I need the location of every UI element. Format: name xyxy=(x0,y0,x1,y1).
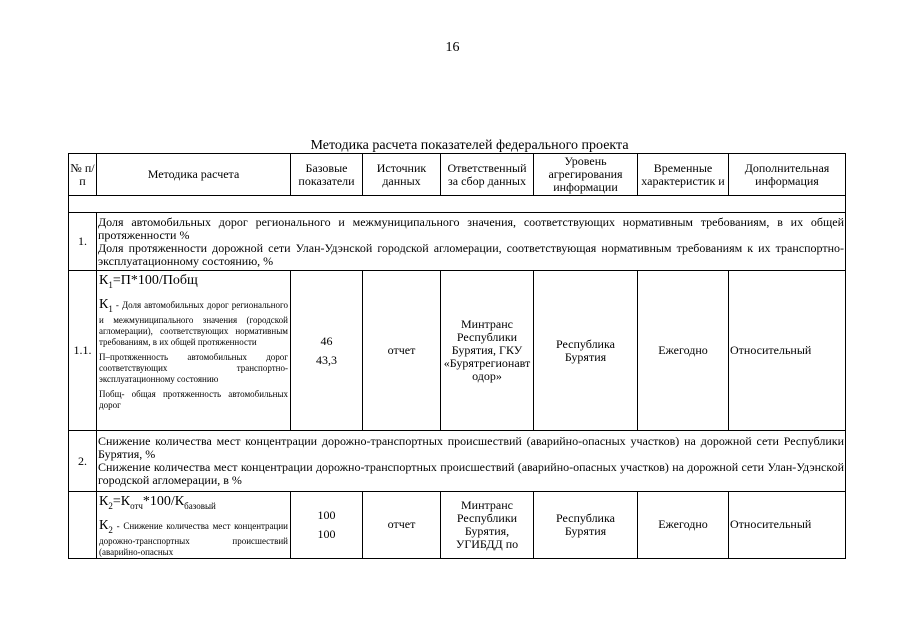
methodology-table xyxy=(68,153,846,559)
formula xyxy=(99,493,288,515)
definition-symbol: К xyxy=(99,296,109,312)
page-number: 16 xyxy=(445,40,460,55)
indicator-description xyxy=(97,213,846,271)
base-value: 100 xyxy=(317,507,336,522)
formula-expression: =П*100/Побщ xyxy=(112,273,198,288)
definition-text: - Доля автомобильных дорог регионального и межмуниципального значения (городской агломерации), соответствующих нормативным требованиям, в их общей протяженности xyxy=(99,299,288,347)
indicator-text: Доля протяженности дорожной сети Улан-Удэнской городской агломерации, соответствующая нормативным требованиям к их транспортно-эксплуатационному состоянию, % xyxy=(98,240,844,268)
aggregation-level: Республика Бурятия xyxy=(534,492,638,559)
table-row xyxy=(69,213,846,271)
formula-subscript: 2 xyxy=(108,500,113,511)
header-source: Источник данных xyxy=(363,154,441,196)
definition: Побщ- общая протяженность автомобильных дорог xyxy=(99,388,288,410)
formula-expression: =К xyxy=(112,494,131,509)
base-value: 46 xyxy=(320,333,333,348)
data-source: отчет xyxy=(363,492,441,559)
row-num: 2. xyxy=(69,431,97,492)
table-row xyxy=(69,271,846,431)
formula-expression: *100/К xyxy=(142,494,185,509)
base-values xyxy=(291,271,363,431)
header-row xyxy=(69,154,846,196)
time-characteristic: Ежегодно xyxy=(638,492,729,559)
formula-subscript: базовый xyxy=(184,500,216,511)
indicator-text: Снижение количества мест концентрации дорожно-транспортных происшествий (аварийно-опасных участков) на дорожной сети Республики Бурятия, % xyxy=(98,434,844,461)
row-num xyxy=(69,492,97,559)
spacer-row xyxy=(69,196,846,213)
base-value: 43,3 xyxy=(316,352,337,367)
responsible-party: Минтранс Республики Бурятия, УГИБДД по xyxy=(441,492,534,559)
time-characteristic: Ежегодно xyxy=(638,271,729,431)
formula-subscript: отч xyxy=(130,500,143,511)
header-extra: Дополнительная информация xyxy=(729,154,846,196)
definition xyxy=(99,517,288,558)
document-title: Методика расчета показателей федерального проекта xyxy=(310,138,629,153)
formula-cell xyxy=(97,271,291,431)
base-value: 100 xyxy=(317,526,336,541)
indicator-text: Снижение количества мест концентрации дорожно-транспортных происшествий (аварийно-опасных участков) на дорожной сети Улан-Удэнской городской агломерации, в % xyxy=(98,460,844,487)
header-responsible: Ответственный за сбор данных xyxy=(441,154,534,196)
definition-subscript: 2 xyxy=(108,524,113,535)
additional-info: Относительный xyxy=(729,271,846,431)
formula-symbol: К xyxy=(99,494,109,509)
formula-subscript: 1 xyxy=(108,279,113,290)
definition-subscript: 1 xyxy=(108,303,113,314)
definition-symbol: К xyxy=(99,517,109,533)
formula-cell xyxy=(97,492,291,559)
row-num: 1. xyxy=(69,213,97,271)
definition-text: - Снижение количества мест концентрации дорожно-транспортных происшествий (аварийно-опасных xyxy=(99,520,288,557)
indicator-text: Доля автомобильных дорог регионального и межмуниципального значения, соответствующих нормативным требованиям, в их общей протяженности % xyxy=(98,214,844,242)
data-source: отчет xyxy=(363,271,441,431)
definition xyxy=(99,296,288,348)
additional-info: Относительный xyxy=(729,492,846,559)
indicator-description xyxy=(97,431,846,492)
row-num: 1.1. xyxy=(69,271,97,431)
header-num: № п/п xyxy=(69,154,97,196)
formula xyxy=(99,272,288,294)
table-row xyxy=(69,431,846,492)
responsible-party: Минтранс Республики Бурятия, ГКУ «Бурятрегионавт одор» xyxy=(441,271,534,431)
header-method: Методика расчета xyxy=(97,154,291,196)
header-time: Временные характеристик и xyxy=(638,154,729,196)
aggregation-level: Республика Бурятия xyxy=(534,271,638,431)
base-values xyxy=(291,492,363,559)
header-base: Базовые показатели xyxy=(291,154,363,196)
header-level: Уровень агрегирования информации xyxy=(534,154,638,196)
empty-cell xyxy=(69,196,846,213)
table-row xyxy=(69,492,846,559)
definition: П–протяженность автомобильных дорог соответствующих транспортно-эксплуатационному состоянию xyxy=(99,351,288,384)
formula-symbol: К xyxy=(99,273,109,288)
